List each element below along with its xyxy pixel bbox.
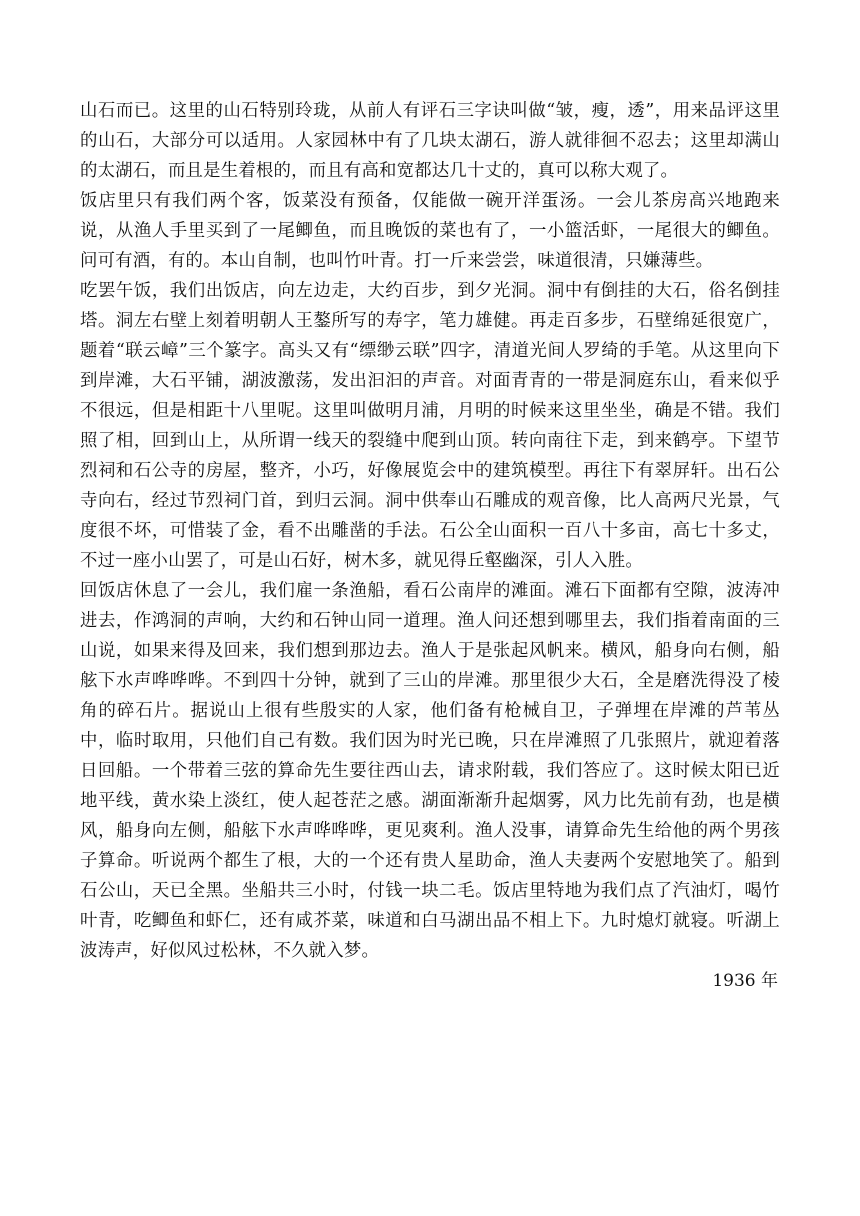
paragraph-2: 饭店里只有我们两个客，饭菜没有预备，仅能做一碗开洋蛋汤。一会儿茶房高兴地跑来说，从渔人手里买到了一尾鲫鱼，而且晚饭的菜也有了，一小篮活虾，一尾很大的鲫鱼。问可有酒，有的。本山自制，也叫竹叶青。打一斤来尝尝，味道很清，只嫌薄些。 <box>80 191 780 271</box>
document-page <box>80 96 780 996</box>
paragraph-4: 回饭店休息了一会儿，我们雇一条渔船，看石公南岸的滩面。滩石下面都有空隙，波涛冲进去，作鸿洞的声响，大约和石钟山同一道理。渔人问还想到哪里去，我们指着南面的三山说，如果来得及回来，我们想到那边去。渔人于是张起风帆来。横风，船身向右侧，船舷下水声哗哗哗。不到四十分钟，就到了三山的岸滩。那里很少大石，全是磨洗得没了棱角的碎石片。据说山上很有些殷实的人家，他们备有枪械自卫，子弹埋在岸滩的芦苇丛中，临时取用，只他们自己有数。我们因为时光已晚，只在岸滩照了几张照片，就迎着落日回船。一个带着三弦的算命先生要往西山去，请求附载，我们答应了。这时候太阳已近地平线，黄水染上淡红，使人起苍茫之感。湖面渐渐升起烟雾，风力比先前有劲，也是横风，船身向左侧，船舷下水声哗哗哗，更见爽利。渔人没事，请算命先生给他的两个男孩子算命。听说两个都生了根，大的一个还有贵人星助命，渔人夫妻两个安慰地笑了。船到石公山，天已全黑。坐船共三小时，付钱一块二毛。饭店里特地为我们点了汽油灯，喝竹叶青，吃鲫鱼和虾仁，还有咸芥菜，味道和白马湖出品不相上下。九时熄灯就寝。听湖上波涛声，好似风过松林，不久就入梦。 <box>80 581 780 961</box>
year-signature: 1936 年 <box>712 971 778 991</box>
paragraph-1: 山石而已。这里的山石特别玲珑，从前人有评石三字诀叫做“皱，瘦，透”，用来品评这里的山石，大部分可以适用。人家园林中有了几块太湖石，游人就徘徊不忍去；这里却满山的太湖石，而且是生着根的，而且有高和宽都达几十丈的，真可以称大观了。 <box>80 101 780 181</box>
paragraph-3: 吃罢午饭，我们出饭店，向左边走，大约百步，到夕光洞。洞中有倒挂的大石，俗名倒挂塔。洞左右壁上刻着明朝人王鏊所写的寿字，笔力雄健。再走百多步，石壁绵延很宽广，题着“联云嶂”三个篆字。高头又有“缥缈云联”四字，清道光间人罗绮的手笔。从这里向下到岸滩，大石平铺，湖波激荡，发出汩汩的声音。对面青青的一带是洞庭东山，看来似乎不很远，但是相距十八里呢。这里叫做明月浦，月明的时候来这里坐坐，确是不错。我们照了相，回到山上，从所谓一线天的裂缝中爬到山顶。转向南往下走，到来鹤亭。下望节烈祠和石公寺的房屋，整齐，小巧，好像展览会中的建筑模型。再往下有翠屏轩。出石公寺向右，经过节烈祠门首，到归云洞。洞中供奉山石雕成的观音像，比人高两尺光景，气度很不坏，可惜装了金，看不出雕凿的手法。石公全山面积一百八十多亩，高七十多丈，不过一座小山罢了，可是山石好，树木多，就见得丘壑幽深，引人入胜。 <box>80 281 780 571</box>
